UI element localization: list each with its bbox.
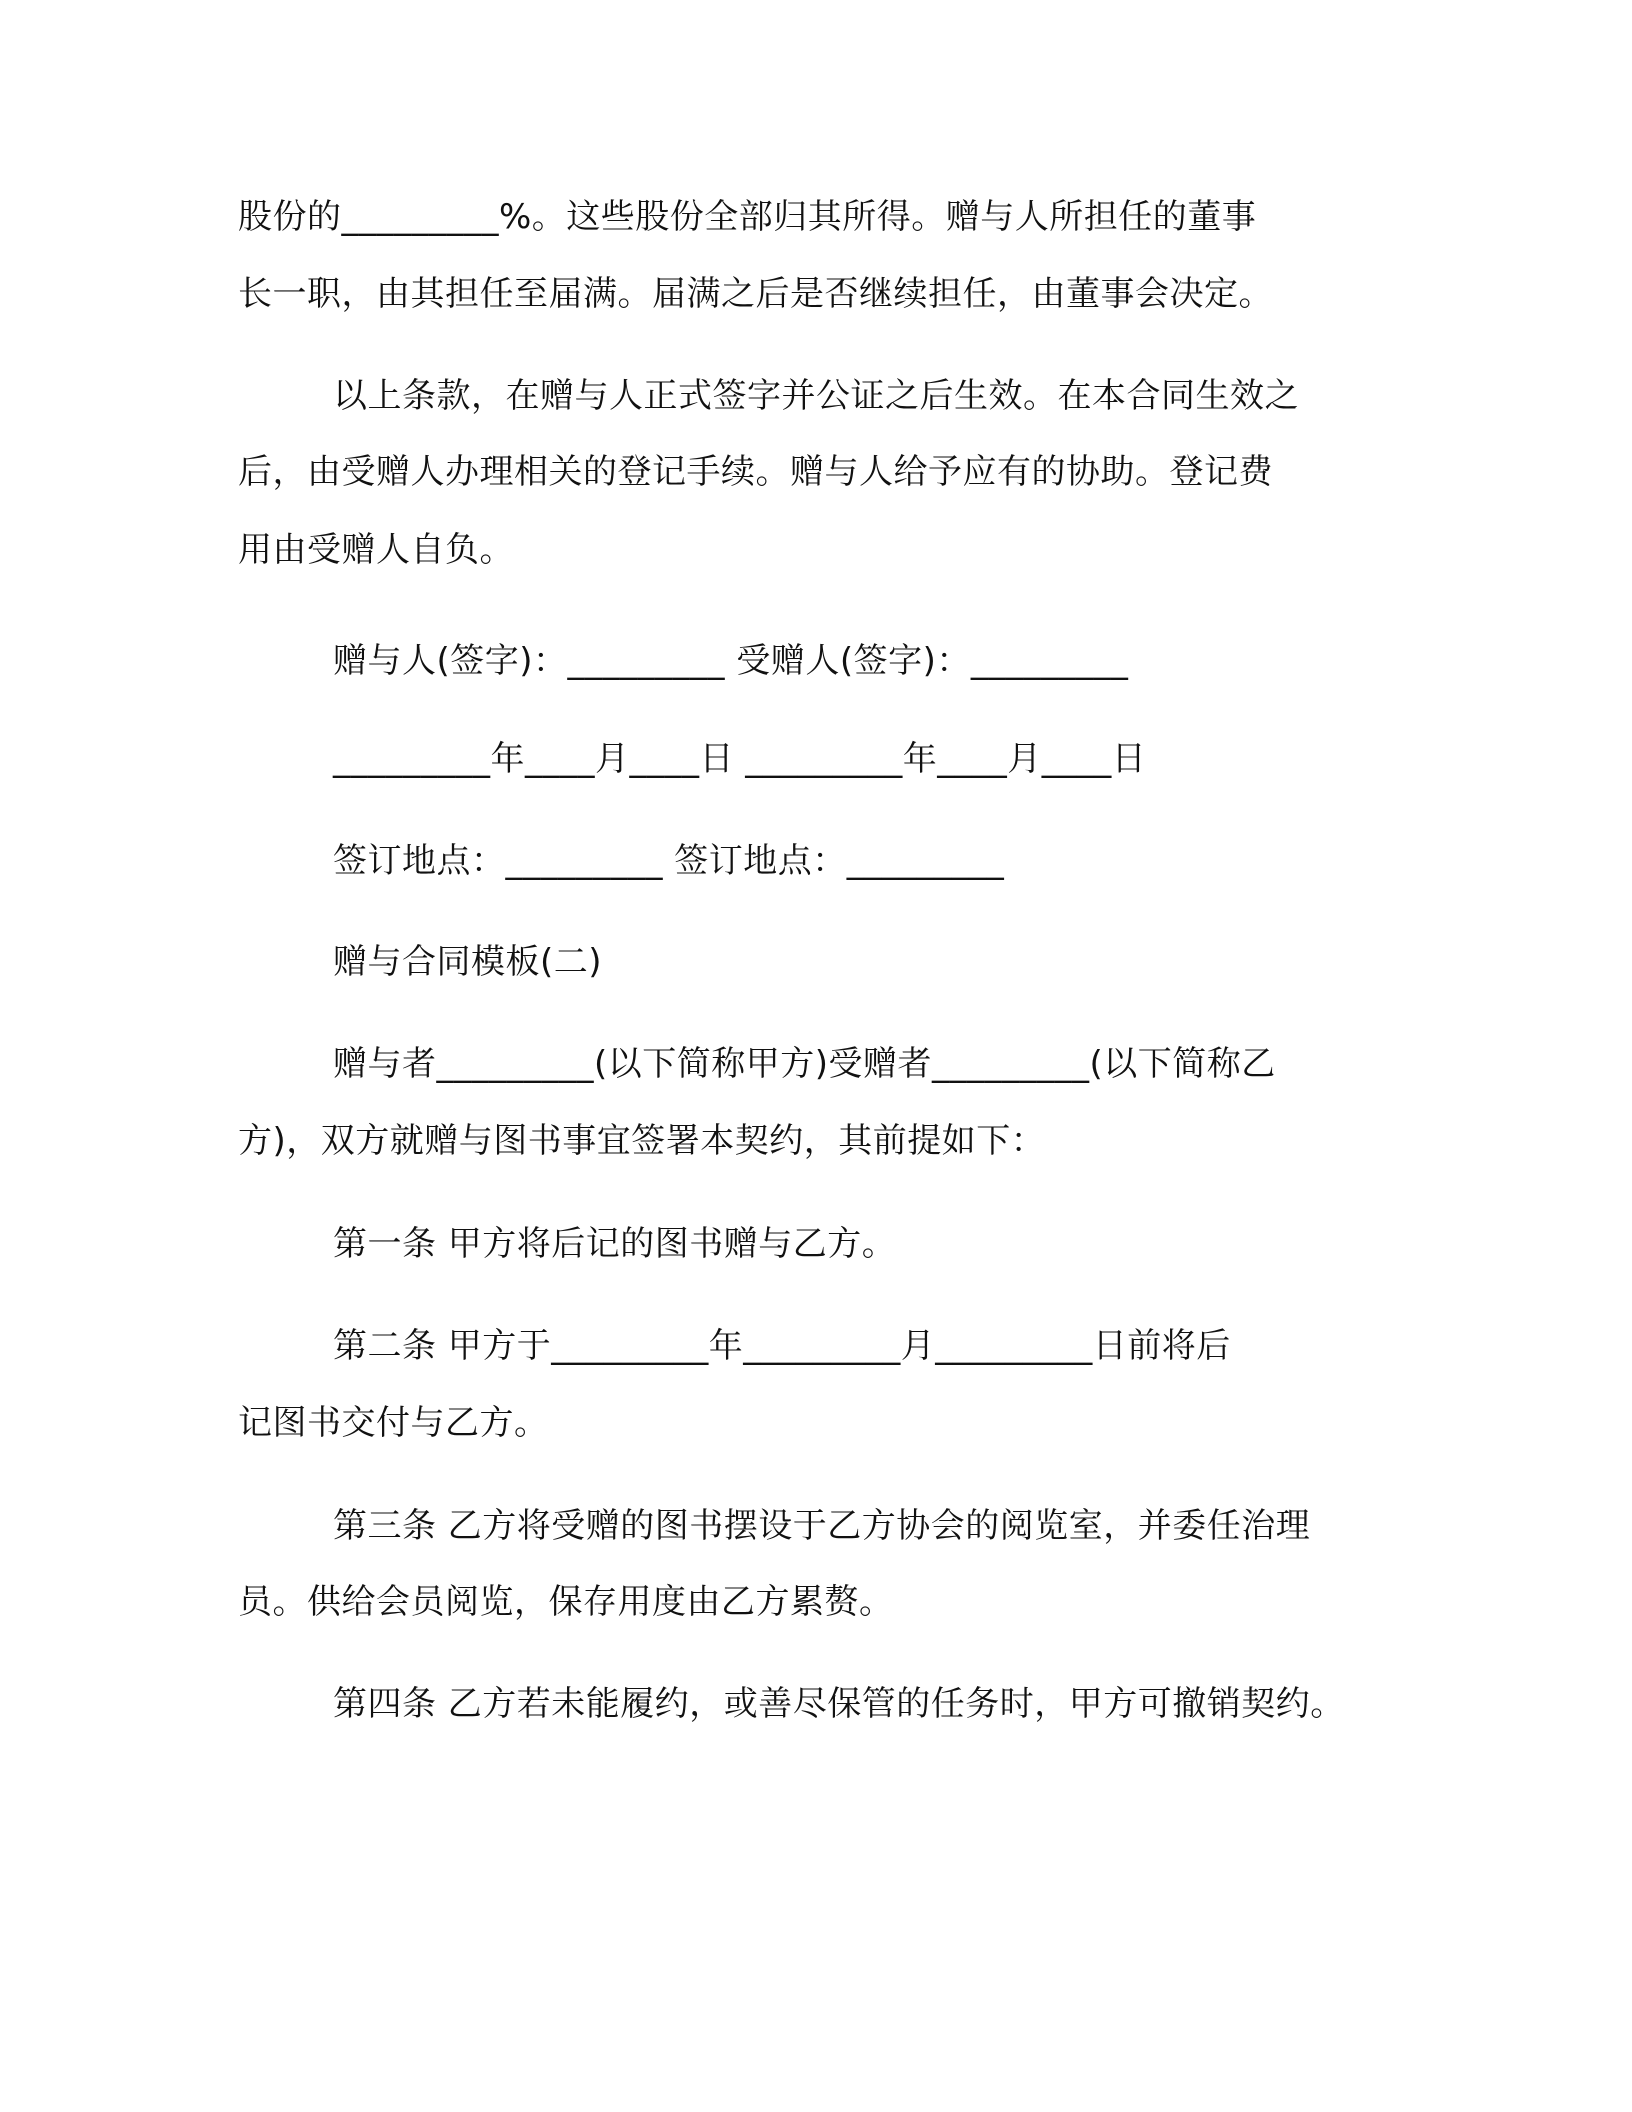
- text-line: 赠与者_________(以下简称甲方)受赠者_________(以下简称乙: [333, 1044, 1276, 1084]
- article-line: 第四条 乙方若未能履约，或善尽保管的任务时，甲方可撤销契约。: [333, 1684, 1345, 1724]
- text-line: 方)，双方就赠与图书事宜签署本契约，其前提如下：: [238, 1121, 1046, 1161]
- article-line: 第三条 乙方将受赠的图书摆设于乙方协会的阅览室，并委任治理: [333, 1506, 1311, 1546]
- text-line: 用由受赠人自负。: [238, 530, 514, 570]
- signature-line: 赠与人(签字)：_________ 受赠人(签字)：_________: [333, 641, 1129, 681]
- text-line: 员。供给会员阅览，保存用度由乙方累赘。: [238, 1582, 894, 1622]
- article-line: 第二条 甲方于_________年_________月_________日前将后: [333, 1326, 1231, 1366]
- text-line: 后，由受赠人办理相关的登记手续。赠与人给予应有的协助。登记费: [238, 452, 1273, 492]
- section-heading: 赠与合同模板(二): [333, 942, 603, 982]
- text-line: 以上条款，在赠与人正式签字并公证之后生效。在本合同生效之: [333, 376, 1299, 416]
- text-line: 股份的_________%。这些股份全部归其所得。赠与人所担任的董事: [238, 197, 1257, 237]
- date-line: _________年____月____日 _________年____月____日: [333, 739, 1147, 779]
- article-line: 第一条 甲方将后记的图书赠与乙方。: [333, 1224, 897, 1264]
- text-line: 长一职，由其担任至届满。届满之后是否继续担任，由董事会决定。: [238, 274, 1273, 314]
- location-line: 签订地点：_________ 签订地点：_________: [333, 841, 1005, 881]
- text-line: 记图书交付与乙方。: [238, 1403, 549, 1443]
